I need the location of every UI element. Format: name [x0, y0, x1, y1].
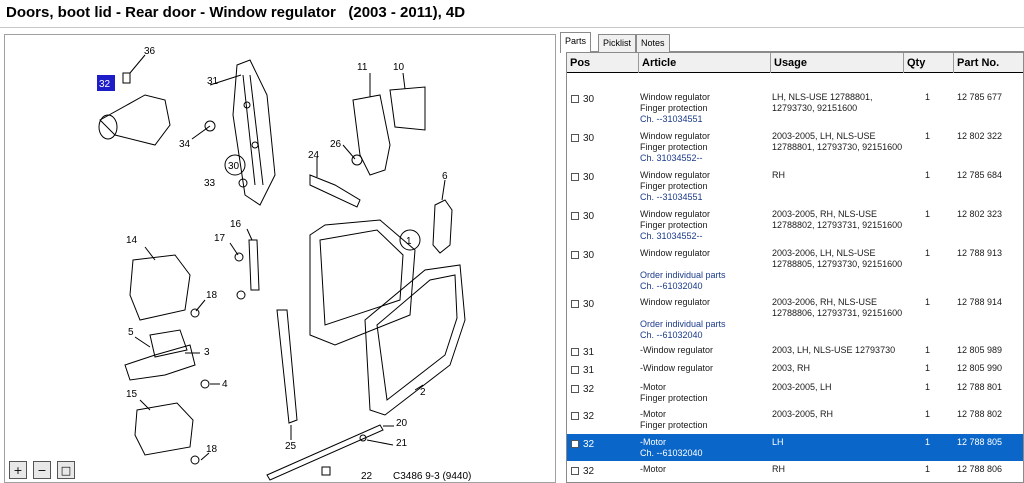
table-row[interactable]: [567, 167, 1024, 206]
row-pos: 30: [583, 94, 595, 105]
article-line: Finger protection: [640, 103, 708, 113]
row-partno: 12 788 806: [957, 464, 1003, 474]
col-usage[interactable]: Usage: [771, 53, 904, 73]
usage-line: 2003-2006, LH, NLS-USE: [772, 248, 876, 258]
row-article: [640, 437, 703, 459]
row-partno: 12 788 913: [957, 248, 1003, 258]
row-checkbox[interactable]: [571, 251, 579, 259]
exploded-diagram[interactable]: [4, 34, 556, 483]
row-pos: 31: [583, 365, 595, 376]
usage-line: 12788802, 12793731, 92151600: [772, 220, 903, 230]
row-checkbox[interactable]: [571, 440, 579, 448]
row-note: Ch. --31034551: [640, 192, 703, 202]
article-line: -Motor: [640, 382, 667, 392]
row-note: Ch. 31034552--: [640, 231, 703, 241]
row-note: Ch. --61032040: [640, 281, 703, 291]
article-line: Window regulator: [640, 131, 711, 141]
row-pos: 32: [583, 384, 595, 395]
usage-line: LH, NLS-USE 12788801,: [772, 92, 873, 102]
motor-end: [99, 115, 117, 139]
label-11: 11: [357, 62, 368, 73]
row-article: [640, 170, 710, 203]
row-article: [640, 297, 726, 341]
article-line: -Motor: [640, 409, 667, 419]
row-pos: 32: [583, 411, 595, 422]
row-partno: 12 802 323: [957, 209, 1003, 219]
usage-line: 2003, RH: [772, 363, 811, 373]
label-3: 3: [204, 347, 210, 358]
row-usage: [772, 209, 902, 231]
row-qty: 1: [925, 345, 931, 355]
hinge-upper: [130, 255, 190, 320]
page-title: Doors, boot lid - Rear door - Window regulator (2003 - 2011), 4D: [6, 4, 466, 21]
row-qty: 1: [925, 209, 931, 219]
label-36: 36: [144, 46, 156, 57]
zoom-fit-icon: □: [60, 463, 72, 477]
label-6: 6: [442, 171, 448, 182]
label-15: 15: [126, 389, 138, 400]
label-24: 24: [308, 150, 320, 161]
row-checkbox[interactable]: [571, 134, 579, 142]
row-note: Ch. --61032040: [640, 448, 703, 458]
row-usage: [772, 437, 784, 448]
article-line: Finger protection: [640, 142, 708, 152]
row-qty: 1: [925, 409, 931, 419]
row-note: Ch. 31034552--: [640, 153, 703, 163]
article-line: Window regulator: [640, 170, 711, 180]
row-pos: 30: [583, 133, 595, 144]
row-pos: 30: [583, 172, 595, 183]
row-pos: 30: [583, 299, 595, 310]
label-32: 32: [99, 79, 111, 90]
usage-line: RH: [772, 170, 785, 180]
article-line: Window regulator: [640, 92, 711, 102]
table-row[interactable]: [567, 434, 1024, 461]
label-30: 30: [228, 161, 240, 172]
row-pos: 30: [583, 250, 595, 261]
article-line: Finger protection: [640, 393, 708, 403]
col-article[interactable]: Article: [639, 53, 771, 73]
row-pos: 30: [583, 211, 595, 222]
tab-picklist[interactable]: Picklist: [598, 34, 636, 52]
tab-bar: [560, 32, 1024, 52]
row-checkbox[interactable]: [571, 366, 579, 374]
usage-line: 2003-2005, LH: [772, 382, 832, 392]
row-partno: 12 788 801: [957, 382, 1003, 392]
row-partno: 12 785 684: [957, 170, 1003, 180]
row-partno: 12 802 322: [957, 131, 1003, 141]
row-usage: [772, 248, 902, 270]
row-qty: 1: [925, 464, 931, 474]
row-usage: [772, 464, 785, 475]
label-21: 21: [396, 438, 408, 449]
row-note: Order individual parts: [640, 319, 726, 329]
row-qty: 1: [925, 363, 931, 373]
row-article: [640, 409, 708, 431]
row-partno: 12 788 802: [957, 409, 1003, 419]
label-1: 1: [406, 236, 412, 247]
label-25: 25: [285, 441, 297, 452]
table-row[interactable]: [567, 342, 1024, 360]
article-line: Window regulator: [640, 248, 711, 258]
row-checkbox[interactable]: [571, 212, 579, 220]
row-pos: 32: [583, 466, 595, 477]
label-22: 22: [361, 471, 373, 482]
row-article: [640, 248, 726, 292]
hinge-lower: [135, 403, 193, 455]
table-row[interactable]: [567, 461, 1024, 480]
article-line: Finger protection: [640, 181, 708, 191]
row-qty: 1: [925, 297, 931, 307]
row-article: [640, 363, 713, 374]
usage-line: 12788806, 12793731, 92151600: [772, 308, 903, 318]
table-row[interactable]: [567, 294, 1024, 342]
row-note: Ch. --31034551: [640, 114, 703, 124]
row-article: [640, 345, 713, 356]
table-header: [567, 53, 1024, 73]
row-checkbox[interactable]: [571, 467, 579, 475]
row-checkbox[interactable]: [571, 173, 579, 181]
usage-line: 12788805, 12793730, 92151600: [772, 259, 903, 269]
zoom-in-button[interactable]: [9, 461, 27, 479]
article-line: -Motor: [640, 437, 667, 447]
col-partno[interactable]: Part No.: [957, 57, 1000, 69]
row-partno: 12 805 990: [957, 363, 1003, 373]
article-line: -Motor: [640, 464, 667, 474]
title-bar: [0, 0, 1024, 28]
row-partno: 12 805 989: [957, 345, 1003, 355]
table-row[interactable]: [567, 406, 1024, 434]
row-pos: 32: [583, 439, 595, 450]
row-note: Ch. --61032040: [640, 330, 703, 340]
article-line: [640, 259, 726, 270]
row-note: Order individual parts: [640, 270, 726, 280]
label-14: 14: [126, 235, 138, 246]
zoom-out-button[interactable]: [33, 461, 51, 479]
motor-part: [100, 95, 170, 145]
usage-line: 12793730, 92151600: [772, 103, 858, 113]
diagram-labels: [99, 46, 448, 482]
row-usage: [772, 409, 833, 420]
label-18b: 18: [206, 444, 218, 455]
tab-notes[interactable]: Notes: [636, 34, 670, 52]
table-row[interactable]: [567, 379, 1024, 406]
label-26: 26: [330, 139, 342, 150]
diagram-caption: C3486 9-3 (9440): [393, 471, 472, 482]
row-usage: [772, 170, 785, 181]
article-line: [640, 308, 726, 319]
row-usage: [772, 131, 902, 153]
tab-parts[interactable]: Parts: [560, 32, 591, 53]
row-pos: 31: [583, 347, 595, 358]
parts-table[interactable]: [566, 52, 1024, 483]
label-17: 17: [214, 233, 226, 244]
label-31: 31: [207, 76, 219, 87]
row-usage: [772, 363, 810, 374]
row-usage: [772, 92, 873, 114]
parts-panel: [560, 28, 1024, 483]
row-partno: 12 788 914: [957, 297, 1003, 307]
row-usage: [772, 345, 895, 356]
row-qty: 1: [925, 248, 931, 258]
bracket-part: [353, 95, 390, 175]
label-2: 2: [420, 387, 426, 398]
row-qty: 1: [925, 170, 931, 180]
row-article: [640, 209, 710, 242]
label-34: 34: [179, 139, 191, 150]
zoom-out-icon: −: [37, 463, 47, 477]
article-line: -Window regulator: [640, 345, 714, 355]
usage-line: 12788801, 12793730, 92151600: [772, 142, 903, 152]
article-line: Window regulator: [640, 209, 711, 219]
row-checkbox[interactable]: [571, 348, 579, 356]
table-row[interactable]: [567, 360, 1024, 379]
diagram-drawing[interactable]: [5, 35, 556, 483]
row-usage: [772, 382, 832, 393]
usage-line: 2003, LH, NLS-USE 12793730: [772, 345, 896, 355]
table-row[interactable]: [567, 89, 1024, 128]
row-usage: [772, 297, 902, 319]
usage-line: LH: [772, 437, 784, 447]
usage-line: 2003-2005, LH, NLS-USE: [772, 131, 876, 141]
article-line: Window regulator: [640, 297, 711, 307]
col-pos[interactable]: Pos: [567, 53, 639, 73]
article-line: -Window regulator: [640, 363, 714, 373]
row-qty: 1: [925, 382, 931, 392]
row-qty: 1: [925, 131, 931, 141]
usage-line: RH: [772, 464, 785, 474]
label-33: 33: [204, 178, 216, 189]
zoom-in-icon: +: [13, 463, 23, 477]
table-row[interactable]: [567, 245, 1024, 294]
usage-line: 2003-2005, RH, NLS-USE: [772, 209, 878, 219]
row-article: [640, 92, 710, 125]
zoom-fit-button[interactable]: [57, 461, 75, 479]
row-article: [640, 382, 708, 404]
row-qty: 1: [925, 437, 931, 447]
label-16: 16: [230, 219, 242, 230]
article-line: Finger protection: [640, 420, 708, 430]
usage-line: 2003-2005, RH: [772, 409, 834, 419]
row-article: [640, 464, 666, 475]
row-qty: 1: [925, 92, 931, 102]
row-checkbox[interactable]: [571, 300, 579, 308]
row-checkbox[interactable]: [571, 412, 579, 420]
row-partno: 12 788 805: [957, 437, 1003, 447]
table-row[interactable]: [567, 206, 1024, 245]
label-4: 4: [222, 379, 228, 390]
article-line: Finger protection: [640, 220, 708, 230]
row-partno: 12 785 677: [957, 92, 1003, 102]
table-row[interactable]: [567, 128, 1024, 167]
label-5: 5: [128, 327, 134, 338]
label-18a: 18: [206, 290, 218, 301]
usage-line: 2003-2006, RH, NLS-USE: [772, 297, 878, 307]
label-20: 20: [396, 418, 408, 429]
label-10: 10: [393, 62, 405, 73]
row-checkbox[interactable]: [571, 385, 579, 393]
row-checkbox[interactable]: [571, 95, 579, 103]
row-article: [640, 131, 710, 164]
col-qty[interactable]: Qty: [904, 53, 954, 73]
